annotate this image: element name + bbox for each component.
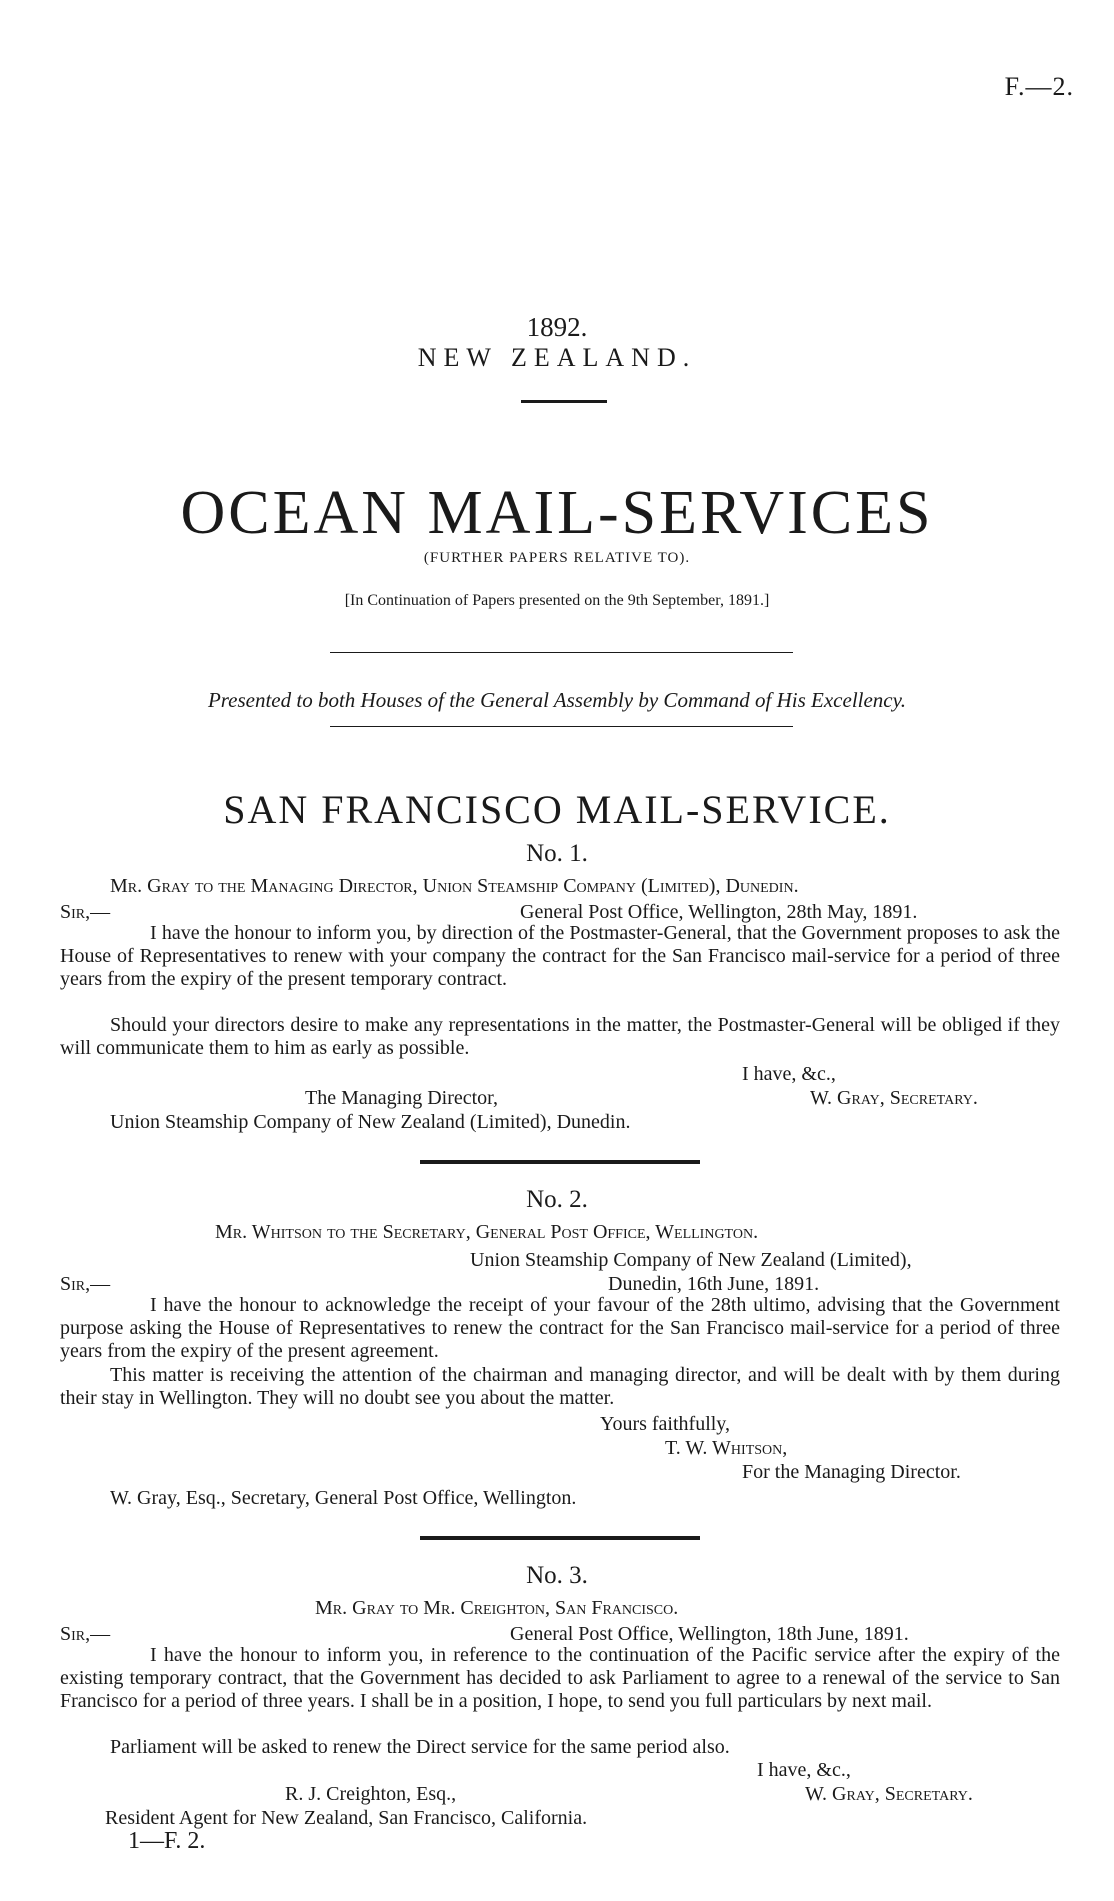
letter-3-address: General Post Office, Wellington, 18th June, 1891.	[510, 1623, 909, 1645]
letter-3-paragraph-1: I have the honour to inform you, in reference to the continuation of the Pacific service after the expiry of the existing temporary contract, that the Government has decided to ask Parliament to agree to a renewal of the service to San Francisco for a period of three years. I shall be in a position, I hope, to send you full particulars by next mail.	[60, 1644, 1060, 1712]
letter-2-closing: Yours faithfully,	[600, 1413, 731, 1435]
letter-2-address-date: Dunedin, 16th June, 1891.	[608, 1273, 820, 1295]
presented-note: Presented to both Houses of the General Assembly by Command of His Excellency.	[207, 688, 907, 712]
letter-2-heading: Mr. Whitson to the Secretary, General Post Office, Wellington.	[215, 1221, 759, 1243]
document-subtitle: (FURTHER PAPERS RELATIVE TO).	[423, 550, 691, 566]
letter-2-signature-title: For the Managing Director.	[742, 1461, 961, 1483]
presented-rule-top	[330, 652, 793, 653]
presented-rule-bottom	[330, 726, 793, 727]
letter-1-recipient-address: Union Steamship Company of New Zealand (Limited), Dunedin.	[110, 1111, 631, 1133]
letter-1-paragraph-2: Should your directors desire to make any representations in the matter, the Postmaster-General will be obliged if they will communicate them to him as early as possible.	[60, 1014, 1060, 1059]
letter-divider	[420, 1536, 700, 1540]
letter-1-closing: I have, &c.,	[742, 1063, 836, 1085]
page-identifier: F.—2.	[1004, 72, 1074, 101]
letter-2-recipient: W. Gray, Esq., Secretary, General Post Office, Wellington.	[110, 1487, 577, 1509]
country-name: NEW ZEALAND.	[417, 343, 697, 372]
letter-1-signature: W. Gray, Secretary.	[810, 1087, 978, 1109]
letter-1-recipient: The Managing Director,	[305, 1087, 499, 1109]
section-title: SAN FRANCISCO MAIL-SERVICE.	[223, 787, 891, 832]
letter-3-recipient: R. J. Creighton, Esq.,	[285, 1783, 457, 1805]
letter-3-closing: I have, &c.,	[757, 1759, 851, 1781]
letter-2-address: Union Steamship Company of New Zealand (Limited),	[470, 1249, 912, 1271]
letter-divider	[420, 1160, 700, 1164]
continuation-note: [In Continuation of Papers presented on the 9th September, 1891.]	[344, 592, 770, 609]
letter-2-number: No. 2.	[526, 1186, 588, 1213]
letter-3-signature: W. Gray, Secretary.	[805, 1783, 973, 1805]
letter-2-salutation: Sir,—	[60, 1273, 111, 1295]
letter-1-address: General Post Office, Wellington, 28th May, 1891.	[520, 901, 918, 923]
letter-1-salutation: Sir,—	[60, 901, 111, 923]
letter-3-paragraph-2: Parliament will be asked to renew the Direct service for the same period also.	[110, 1736, 730, 1758]
document-title: OCEAN MAIL-SERVICES	[180, 479, 934, 547]
letter-3-salutation: Sir,—	[60, 1623, 111, 1645]
letter-2-paragraph-2: This matter is receiving the attention of the chairman and managing director, and will be dealt with by them during their stay in Wellington. They will no doubt see you about the matter.	[60, 1364, 1060, 1409]
letter-3-recipient-address: Resident Agent for New Zealand, San Francisco, California.	[105, 1807, 588, 1829]
document-year: 1892.	[526, 312, 588, 342]
sheet-mark: 1—F. 2.	[128, 1828, 206, 1854]
letter-1-heading: Mr. Gray to the Managing Director, Union Steamship Company (Limited), Dunedin.	[110, 875, 799, 897]
letter-1-paragraph-1: I have the honour to inform you, by direction of the Postmaster-General, that the Government proposes to ask the House of Representatives to renew with your company the contract for the San Francisco mail-service for a period of three years from the expiry of the present temporary contract.	[60, 922, 1060, 990]
letter-3-number: No. 3.	[526, 1562, 588, 1589]
title-divider	[521, 400, 607, 403]
letter-2-signature: T. W. Whitson,	[665, 1437, 788, 1459]
letter-1-number: No. 1.	[526, 840, 588, 867]
letter-3-heading: Mr. Gray to Mr. Creighton, San Francisco.	[315, 1597, 679, 1619]
letter-2-paragraph-1: I have the honour to acknowledge the receipt of your favour of the 28th ultimo, advising that the Government purpose asking the House of Representatives to renew the contract for the San Francisco mail-service for a period of three years from the expiry of the present agreement.	[60, 1294, 1060, 1362]
